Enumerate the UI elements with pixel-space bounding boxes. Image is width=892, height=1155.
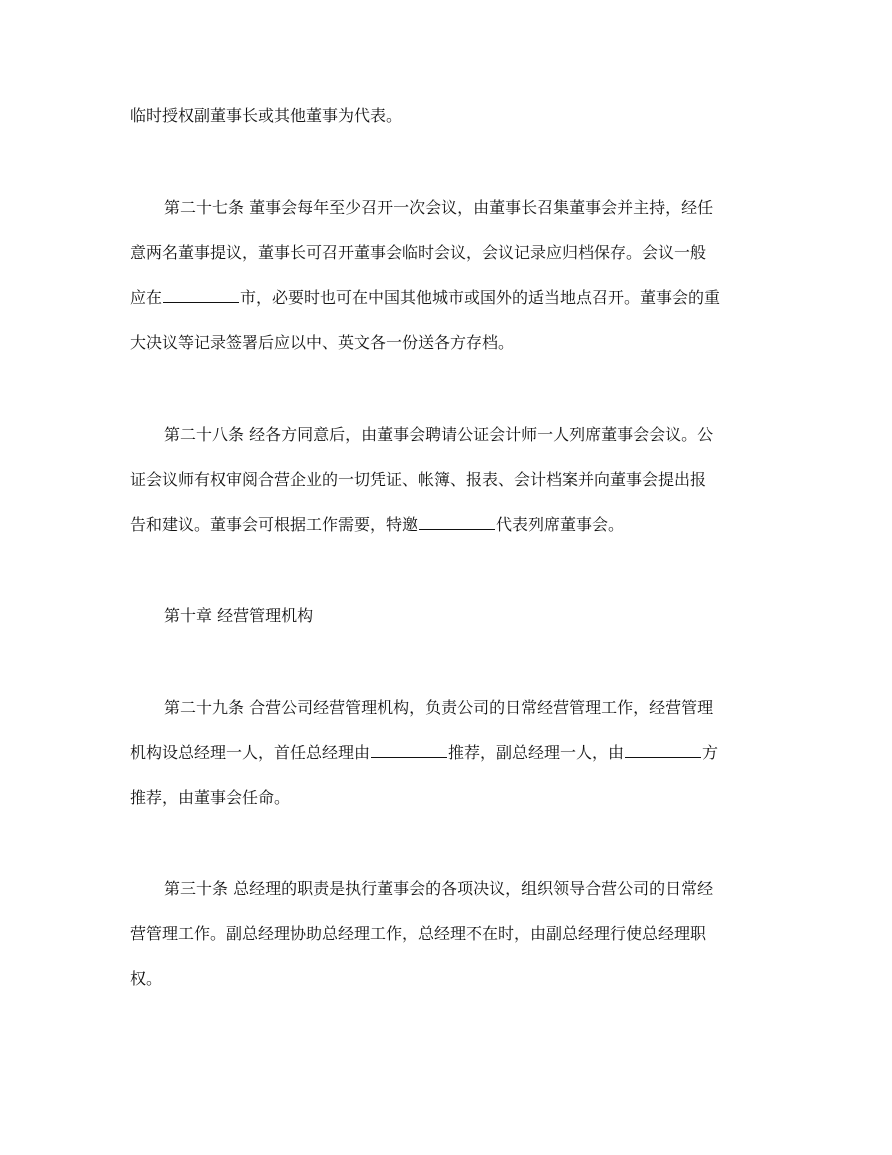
text-line: 第三十条 总经理的职责是执行董事会的各项决议，组织领导合营公司的日常经 [164,879,714,898]
article-29-line-1 [164,698,713,718]
text-line: 意两名董事提议，董事长可召开董事会临时会议，会议记录应归档保存。会议一般 [130,243,707,262]
text-line: 应在 [130,288,163,307]
article-30-line-3 [130,969,162,989]
fill-in-blank [419,515,495,530]
text-line: 机构设总经理一人，首任总经理由 [130,743,371,762]
article-27-line-1 [164,198,713,218]
text-line: 代表列席董事会。 [496,515,625,534]
article-27-line-3 [130,288,720,308]
text-line: 推荐，由董事会任命。 [130,788,291,807]
text-line: 大决议等记录签署后应以中、英文各一份送各方存档。 [130,333,515,352]
article-30-line-1 [164,879,713,899]
article-29-line-2 [130,743,718,763]
text-line: 营管理工作。副总经理协助总经理工作，总经理不在时，由副总经理行使总经理职 [130,924,707,943]
text-line: 方 [702,743,719,762]
text-line: 临时授权副董事长或其他董事为代表。 [130,106,403,125]
fill-in-blank [371,743,447,758]
text-line: 第二十七条 董事会每年至少召开一次会议，由董事长召集董事会并主持，经任 [164,198,714,217]
article-30-line-2 [130,924,706,944]
text-line: 告和建议。董事会可根据工作需要，特邀 [130,515,419,534]
text-line: 权。 [130,969,163,988]
article-26-continuation [130,106,402,126]
text-line: 推荐，副总经理一人，由 [448,743,625,762]
fill-in-blank [163,288,239,303]
text-line: 证会议师有权审阅合营企业的一切凭证、帐簿、报表、会计档案并向董事会提出报 [130,470,707,489]
text-line: 第二十八条 经各方同意后，由董事会聘请公证会计师一人列席董事会会议。公 [164,425,714,444]
article-28-line-2 [130,470,706,490]
chapter-10-heading [164,606,313,626]
article-28-line-1 [164,425,713,445]
fill-in-blank [625,743,701,758]
article-27-line-4 [130,333,514,353]
article-28-line-3 [130,515,624,535]
text-line: 第二十九条 合营公司经营管理机构，负责公司的日常经营管理工作，经营管理 [164,698,714,717]
article-27-line-2 [130,243,706,263]
text-line: 市，必要时也可在中国其他城市或国外的适当地点召开。董事会的重 [240,288,721,307]
chapter-title: 第十章 经营管理机构 [164,606,314,625]
article-29-line-3 [130,788,290,808]
